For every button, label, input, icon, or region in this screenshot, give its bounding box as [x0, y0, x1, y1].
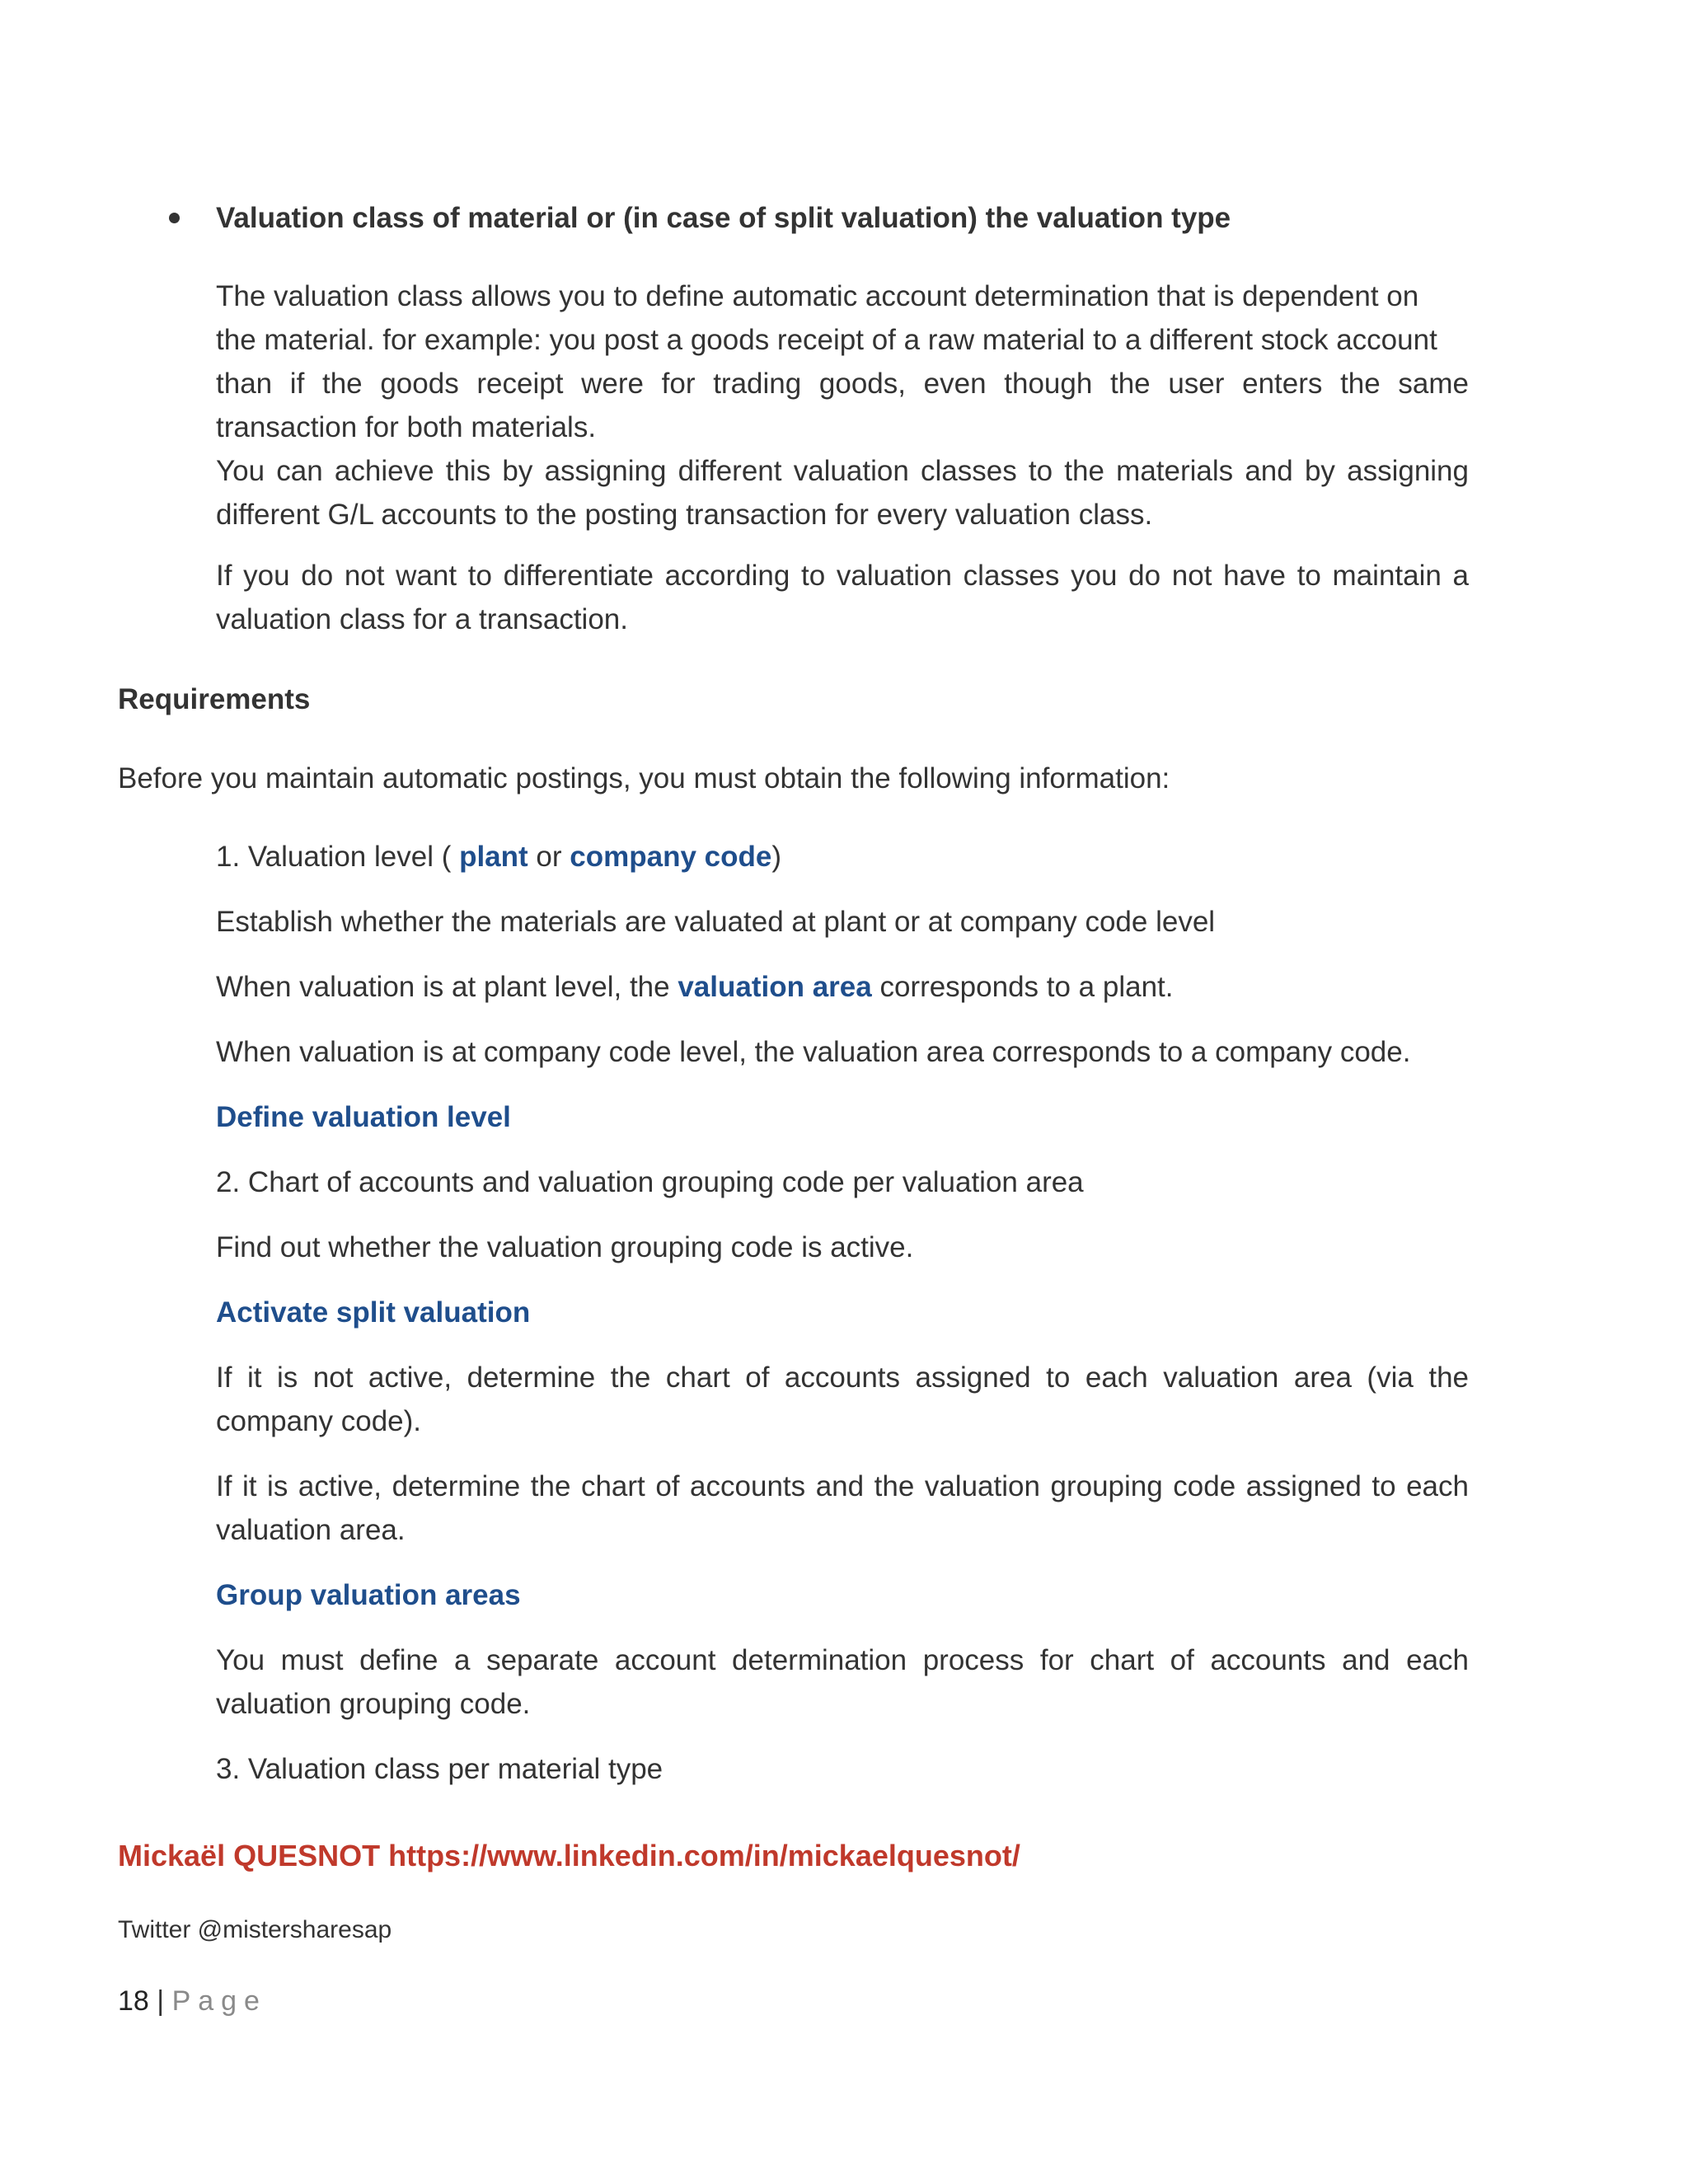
- differentiate-paragraph: [216, 554, 1469, 641]
- active-paragraph: [216, 1465, 1469, 1552]
- paragraph-line: company code).: [216, 1405, 422, 1437]
- item-3-title: 3. Valuation class per material type: [216, 1753, 663, 1785]
- paragraph-line: You must define a separate account determination process for chart of accounts and each: [216, 1644, 1469, 1676]
- page-number: 18: [118, 1985, 149, 2017]
- valuation-class-paragraph: [216, 274, 1469, 537]
- requirements-intro: Before you maintain automatic postings, you must obtain the following information:: [118, 762, 1170, 794]
- paragraph-line: valuation area.: [216, 1514, 406, 1546]
- plant-level-prefix: When valuation is at plant level, the: [216, 971, 678, 1003]
- not-active-paragraph: [216, 1356, 1469, 1443]
- bullet-dot: [169, 213, 180, 223]
- company-code-link[interactable]: company code: [570, 841, 772, 873]
- paragraph-line: You can achieve this by assigning different valuation classes to the materials and by assigning: [216, 455, 1469, 487]
- paragraph-line: If it is active, determine the chart of accounts and the valuation grouping code assigned to each: [216, 1470, 1469, 1502]
- paragraph-line: transaction for both materials.: [216, 411, 597, 443]
- paragraph-line: valuation grouping code.: [216, 1688, 531, 1720]
- activate-split-valuation-link[interactable]: Activate split valuation: [216, 1296, 531, 1329]
- paragraph-line: the material. for example: you post a goods receipt of a raw material to a different stock account: [216, 324, 1437, 356]
- item-1-prefix: 1. Valuation level (: [216, 841, 460, 873]
- find-out-line: Find out whether the valuation grouping code is active.: [216, 1231, 914, 1263]
- page-separator: |: [148, 1985, 172, 2017]
- item-2-title: 2. Chart of accounts and valuation grouping code per valuation area: [216, 1166, 1084, 1198]
- paragraph-line: If you do not want to differentiate according to valuation classes you do not have to maintain a: [216, 560, 1469, 592]
- author-linkedin-link[interactable]: Mickaël QUESNOT https://www.linkedin.com/in/mickaelquesnot/: [118, 1839, 1020, 1872]
- bullet-heading: Valuation class of material or (in case of split valuation) the valuation type: [216, 202, 1231, 234]
- group-valuation-areas-link[interactable]: Group valuation areas: [216, 1579, 521, 1611]
- item-1-title: [216, 835, 781, 879]
- company-level-line: When valuation is at company code level, the valuation area corresponds to a company code.: [216, 1036, 1411, 1068]
- twitter-handle: Twitter @mistersharesap: [118, 1916, 392, 1943]
- paragraph-line: than if the goods receipt were for trading goods, even though the user enters the same: [216, 368, 1469, 400]
- paragraph-line: If it is not active, determine the chart of accounts assigned to each valuation area (via the: [216, 1361, 1469, 1394]
- paragraph-line: The valuation class allows you to define automatic account determination that is dependent on: [216, 280, 1419, 312]
- paragraph-line: different G/L accounts to the posting transaction for every valuation class.: [216, 499, 1153, 531]
- define-process-paragraph: [216, 1638, 1469, 1726]
- plant-link[interactable]: plant: [459, 841, 528, 873]
- paragraph-line: valuation class for a transaction.: [216, 603, 628, 635]
- establish-line: Establish whether the materials are valuated at plant or at company code level: [216, 906, 1216, 938]
- plant-level-suffix: corresponds to a plant.: [871, 971, 1174, 1003]
- define-valuation-level-link[interactable]: Define valuation level: [216, 1101, 511, 1133]
- page-number-footer: [118, 1981, 267, 2021]
- requirements-heading: Requirements: [118, 683, 311, 715]
- item-1-suffix: ): [771, 841, 781, 873]
- plant-level-line: [216, 965, 1174, 1009]
- valuation-area-link[interactable]: valuation area: [678, 971, 872, 1003]
- page-word: Page: [171, 1985, 267, 2017]
- item-1-mid: or: [528, 841, 570, 873]
